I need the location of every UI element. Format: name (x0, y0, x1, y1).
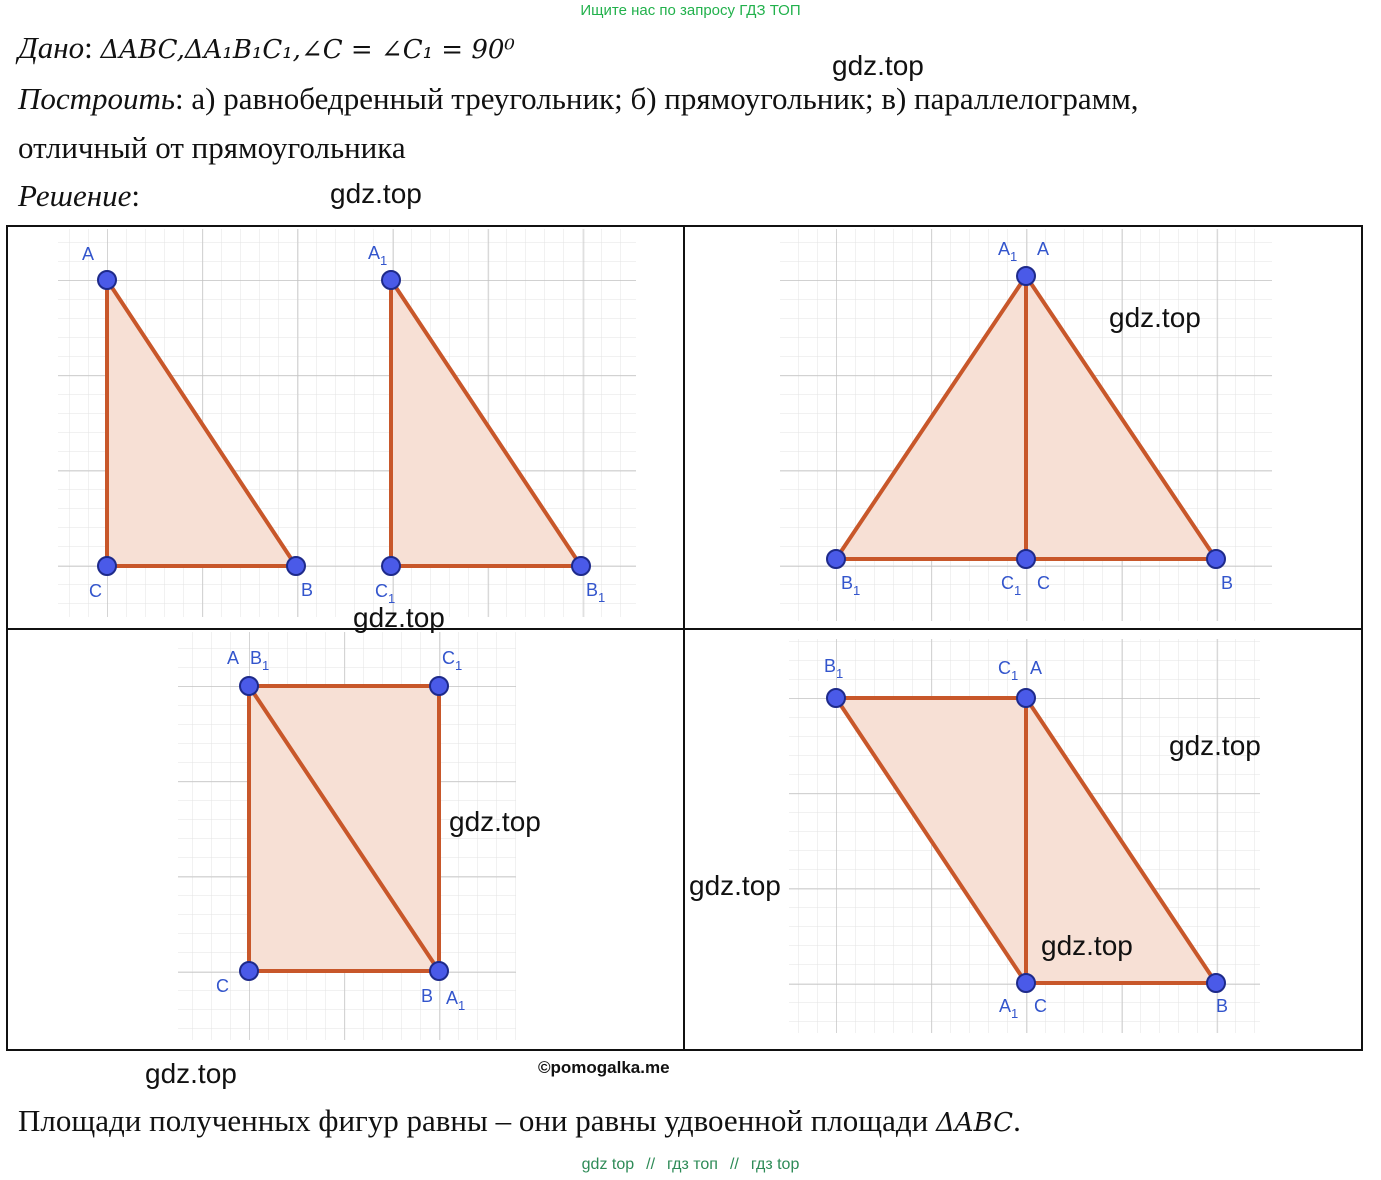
conclusion-expression: ΔABC (936, 1108, 1014, 1138)
label-c1: $C_1$ (998, 658, 1019, 683)
task-text: : а) равнобедренный треугольник; б) прямоугольник; в) параллелограмм, (175, 81, 1139, 116)
given-label: Дано (18, 30, 85, 65)
given-expression: ΔABC,ΔA₁B₁C₁,∠C = ∠C₁ = 90⁰ (100, 35, 515, 65)
point-c[interactable] (240, 962, 258, 980)
point-b-a1[interactable] (430, 962, 448, 980)
label-b: B (1221, 573, 1234, 593)
point-a-b1[interactable] (240, 677, 258, 695)
point-c1-a[interactable] (1017, 689, 1035, 707)
watermark: gdz.top (1169, 730, 1261, 761)
point-c1[interactable] (430, 677, 448, 695)
label-c1: $C_1$ (442, 648, 463, 673)
task-line-2: отличный от прямоугольника (18, 130, 406, 165)
panel-isosceles-triangle (780, 229, 1272, 621)
watermark: gdz.top (449, 806, 541, 837)
label-b1: $B_1$ (586, 580, 606, 605)
label-c: C (89, 581, 102, 601)
conclusion-text: Площади полученных фигур равны – они равны удвоенной площади (18, 1103, 937, 1138)
label-b1: $B_1$ (250, 648, 270, 673)
label-c: C (216, 976, 229, 996)
label-a1: $A_1$ (998, 239, 1018, 264)
point-c1[interactable] (382, 557, 400, 575)
label-a: A (1030, 658, 1043, 678)
footer-link-gdz-top-mixed[interactable]: гдз top (750, 1156, 800, 1173)
point-a1-c[interactable] (1017, 974, 1035, 992)
label-a: A (82, 244, 95, 264)
point-b[interactable] (1207, 550, 1225, 568)
label-b: B (301, 580, 314, 600)
solution-label: Решение (18, 178, 132, 213)
label-c1: $C_1$ (1001, 573, 1022, 598)
label-a1: $A_1$ (999, 996, 1019, 1021)
point-a1[interactable] (382, 271, 400, 289)
watermark: gdz.top (1109, 302, 1201, 333)
label-c: C (1034, 996, 1047, 1016)
point-c1-c[interactable] (1017, 550, 1035, 568)
label-b: B (1216, 996, 1229, 1016)
panel-parallelogram (789, 639, 1260, 1033)
label-a1: $A_1$ (446, 988, 466, 1013)
watermark: gdz.top (145, 1058, 237, 1089)
source-credit: ©pomogalka.me (538, 1058, 670, 1077)
point-a[interactable] (98, 271, 116, 289)
point-b1[interactable] (827, 550, 845, 568)
point-b1[interactable] (572, 557, 590, 575)
label-c1: $C_1$ (375, 581, 396, 606)
label-b1: $B_1$ (841, 573, 861, 598)
label-b1: $B_1$ (824, 656, 844, 681)
watermark: gdz.top (330, 178, 422, 209)
footer-link-gdz-top-ru[interactable]: гдз топ (667, 1156, 718, 1173)
point-b[interactable] (287, 557, 305, 575)
solution-sep: : (131, 178, 140, 213)
label-a: A (1037, 239, 1050, 259)
given-sep: : (84, 30, 93, 65)
label-a1: $A_1$ (368, 243, 388, 268)
watermark: gdz.top (832, 50, 924, 81)
label-c: C (1037, 573, 1050, 593)
footer-link-gdz-top[interactable]: gdz top (581, 1156, 635, 1173)
panel-given-triangles (58, 229, 636, 617)
point-c[interactable] (98, 557, 116, 575)
point-b1[interactable] (827, 689, 845, 707)
task-label: Построить (18, 81, 176, 116)
footer-links (0, 1156, 1381, 1174)
watermark: gdz.top (1041, 930, 1133, 961)
footer-separator: // (646, 1156, 656, 1173)
conclusion-line (18, 1103, 1021, 1141)
watermark: gdz.top (689, 870, 781, 901)
top-banner[interactable]: Ищите нас по запросу ГДЗ ТОП (580, 2, 801, 19)
point-b[interactable] (1207, 974, 1225, 992)
watermark: gdz.top (353, 602, 445, 633)
point-a1-a[interactable] (1017, 267, 1035, 285)
conclusion-end: . (1013, 1103, 1021, 1138)
label-a: A (227, 648, 240, 668)
label-b: B (421, 986, 434, 1006)
footer-separator: // (729, 1156, 739, 1173)
